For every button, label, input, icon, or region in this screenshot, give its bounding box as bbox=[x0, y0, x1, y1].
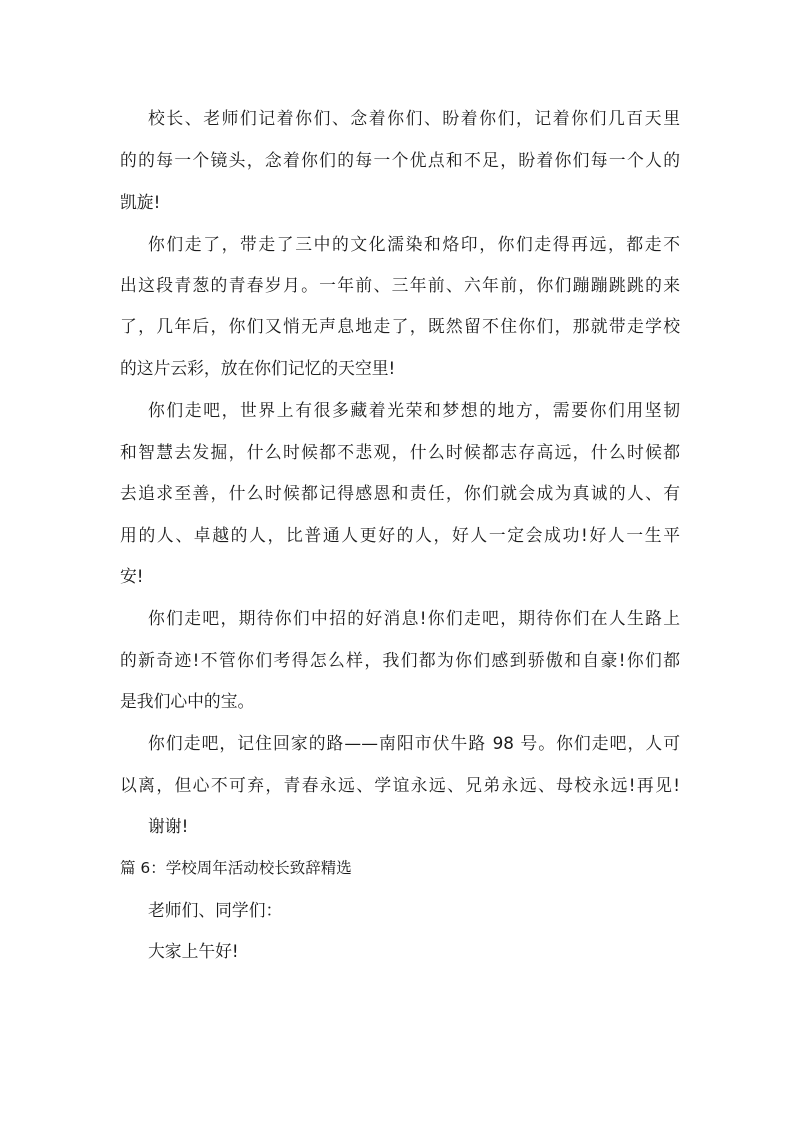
paragraph-2-line-2: 出这段青葱的青春岁月。一年前、三年前、六年前，你们蹦蹦跳跳的来 bbox=[120, 275, 680, 295]
paragraph-2-line-1: 你们走了，带走了三中的文化濡染和烙印，你们走得再远，都走不 bbox=[148, 234, 680, 254]
paragraph-5-line-1: 你们走吧，记住回家的路——南阳市伏牛路 98 号。你们走吧，人可 bbox=[148, 733, 680, 753]
paragraph-4-line-3: 是我们心中的宝。 bbox=[120, 691, 255, 711]
paragraph-3-line-5: 安! bbox=[120, 566, 144, 586]
paragraph-3-line-4: 用的人、卓越的人，比普通人更好的人，好人一定会成功!好人一生平 bbox=[120, 525, 680, 545]
paragraph-2-line-3: 了，几年后，你们又悄无声息地走了，既然留不住你们，那就带走学校 bbox=[120, 316, 680, 336]
paragraph-1-line-3: 凯旋! bbox=[120, 192, 161, 212]
paragraph-2-line-4: 的这片云彩，放在你们记忆的天空里! bbox=[120, 358, 396, 378]
paragraph-1-line-2: 的的每一个镜头，念着你们的每一个优点和不足，盼着你们每一个人的 bbox=[120, 150, 680, 170]
thanks-line: 谢谢! bbox=[148, 816, 189, 836]
salutation-line: 大家上午好! bbox=[148, 941, 239, 961]
paragraph-1-line-1: 校长、老师们记着你们、念着你们、盼着你们，记着你们几百天里 bbox=[148, 108, 680, 128]
paragraph-5-line-2: 以离，但心不可弃，青春永远、学谊永远、兄弟永远、母校永远!再见! bbox=[120, 775, 680, 795]
paragraph-3-line-1: 你们走吧，世界上有很多藏着光荣和梦想的地方，需要你们用坚韧 bbox=[148, 400, 680, 420]
paragraph-4-line-1: 你们走吧，期待你们中招的好消息!你们走吧，期待你们在人生路上 bbox=[148, 608, 680, 628]
greeting-line: 老师们、同学们： bbox=[148, 900, 283, 920]
section-heading: 篇 6：学校周年活动校长致辞精选 bbox=[120, 859, 352, 877]
paragraph-4-line-2: 的新奇迹!不管你们考得怎么样，我们都为你们感到骄傲和自豪!你们都 bbox=[120, 650, 680, 670]
paragraph-3-line-2: 和智慧去发掘，什么时候都不悲观，什么时候都志存高远，什么时候都 bbox=[120, 442, 680, 462]
paragraph-3-line-3: 去追求至善，什么时候都记得感恩和责任，你们就会成为真诚的人、有 bbox=[120, 483, 680, 503]
